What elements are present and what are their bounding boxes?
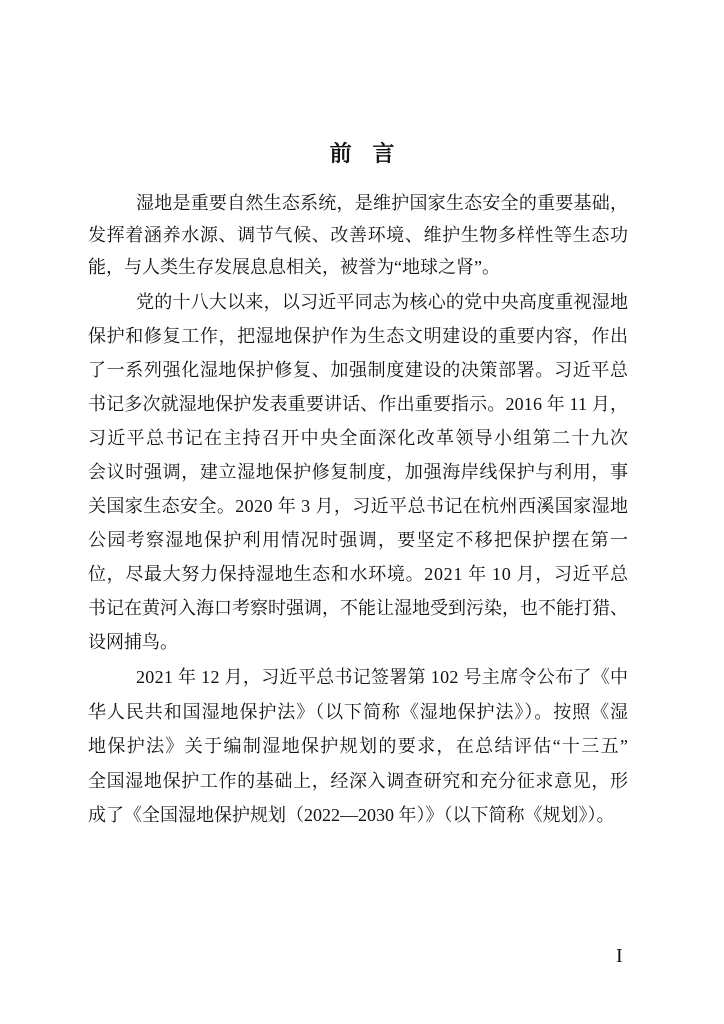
paragraph bbox=[88, 285, 628, 659]
paragraph-line: 设网捕鸟。 bbox=[88, 632, 178, 652]
paragraph-line: 全国湿地保护工作的基础上，经深入调查研究和充分征求意见，形 bbox=[88, 770, 629, 791]
paragraph-line: 书记多次就湿地保护发表重要讲话、作出重要指示。2016 年 11 月， bbox=[88, 394, 629, 414]
page-number: I bbox=[616, 945, 623, 967]
paragraph-line: 习近平总书记在主持召开中央全面深化改革领导小组第二十九次 bbox=[88, 428, 630, 448]
paragraph-line: 会议时强调，建立湿地保护修复制度，加强海岸线保护与利用，事 bbox=[88, 462, 629, 482]
paragraph-line: 位，尽最大努力保持湿地生态和水环境。2021 年 10 月，习近平总 bbox=[88, 564, 629, 584]
paragraph-line: 能，与人类生存发展息息相关，被誉为“地球之肾”。 bbox=[88, 257, 500, 277]
paragraph-line: 地保护法》关于编制湿地保护规划的要求，在总结评估“十三五” bbox=[88, 736, 630, 756]
paragraph bbox=[88, 187, 628, 283]
paragraph-line: 华人民共和国湿地保护法》（以下简称《湿地保护法》）。按照《湿 bbox=[88, 701, 629, 722]
paragraph-line: 关国家生态安全。2020 年 3 月，习近平总书记在杭州西溪国家湿地 bbox=[88, 496, 629, 516]
paragraph-line: 公园考察湿地保护利用情况时强调，要坚定不移把保护摆在第一 bbox=[88, 530, 630, 550]
paragraph-line: 保护和修复工作，把湿地保护作为生态文明建设的重要内容，作出 bbox=[88, 326, 629, 346]
paragraph-line: 党的十八大以来，以习近平同志为核心的党中央高度重视湿地 bbox=[136, 292, 629, 312]
paragraph-line: 发挥着涵养水源、调节气候、改善环境、维护生物多样性等生态功 bbox=[88, 225, 629, 245]
paragraph-line: 成了《全国湿地保护规划（2022—2030 年）》（以下简称《规划》）。 bbox=[88, 805, 615, 825]
paragraph-line: 湿地是重要自然生态系统，是维护国家生态安全的重要基础， bbox=[136, 193, 629, 213]
paragraph-line: 书记在黄河入海口考察时强调，不能让湿地受到污染，也不能打猎、 bbox=[88, 598, 628, 618]
paragraph bbox=[88, 660, 628, 833]
paragraph-line: 2021 年 12 月，习近平总书记签署第 102 号主席令公布了《中 bbox=[136, 667, 629, 687]
paragraph-line: 了一系列强化湿地保护修复、加强制度建设的决策部署。习近平总 bbox=[88, 360, 629, 380]
page-title: 前 言 bbox=[329, 142, 395, 167]
